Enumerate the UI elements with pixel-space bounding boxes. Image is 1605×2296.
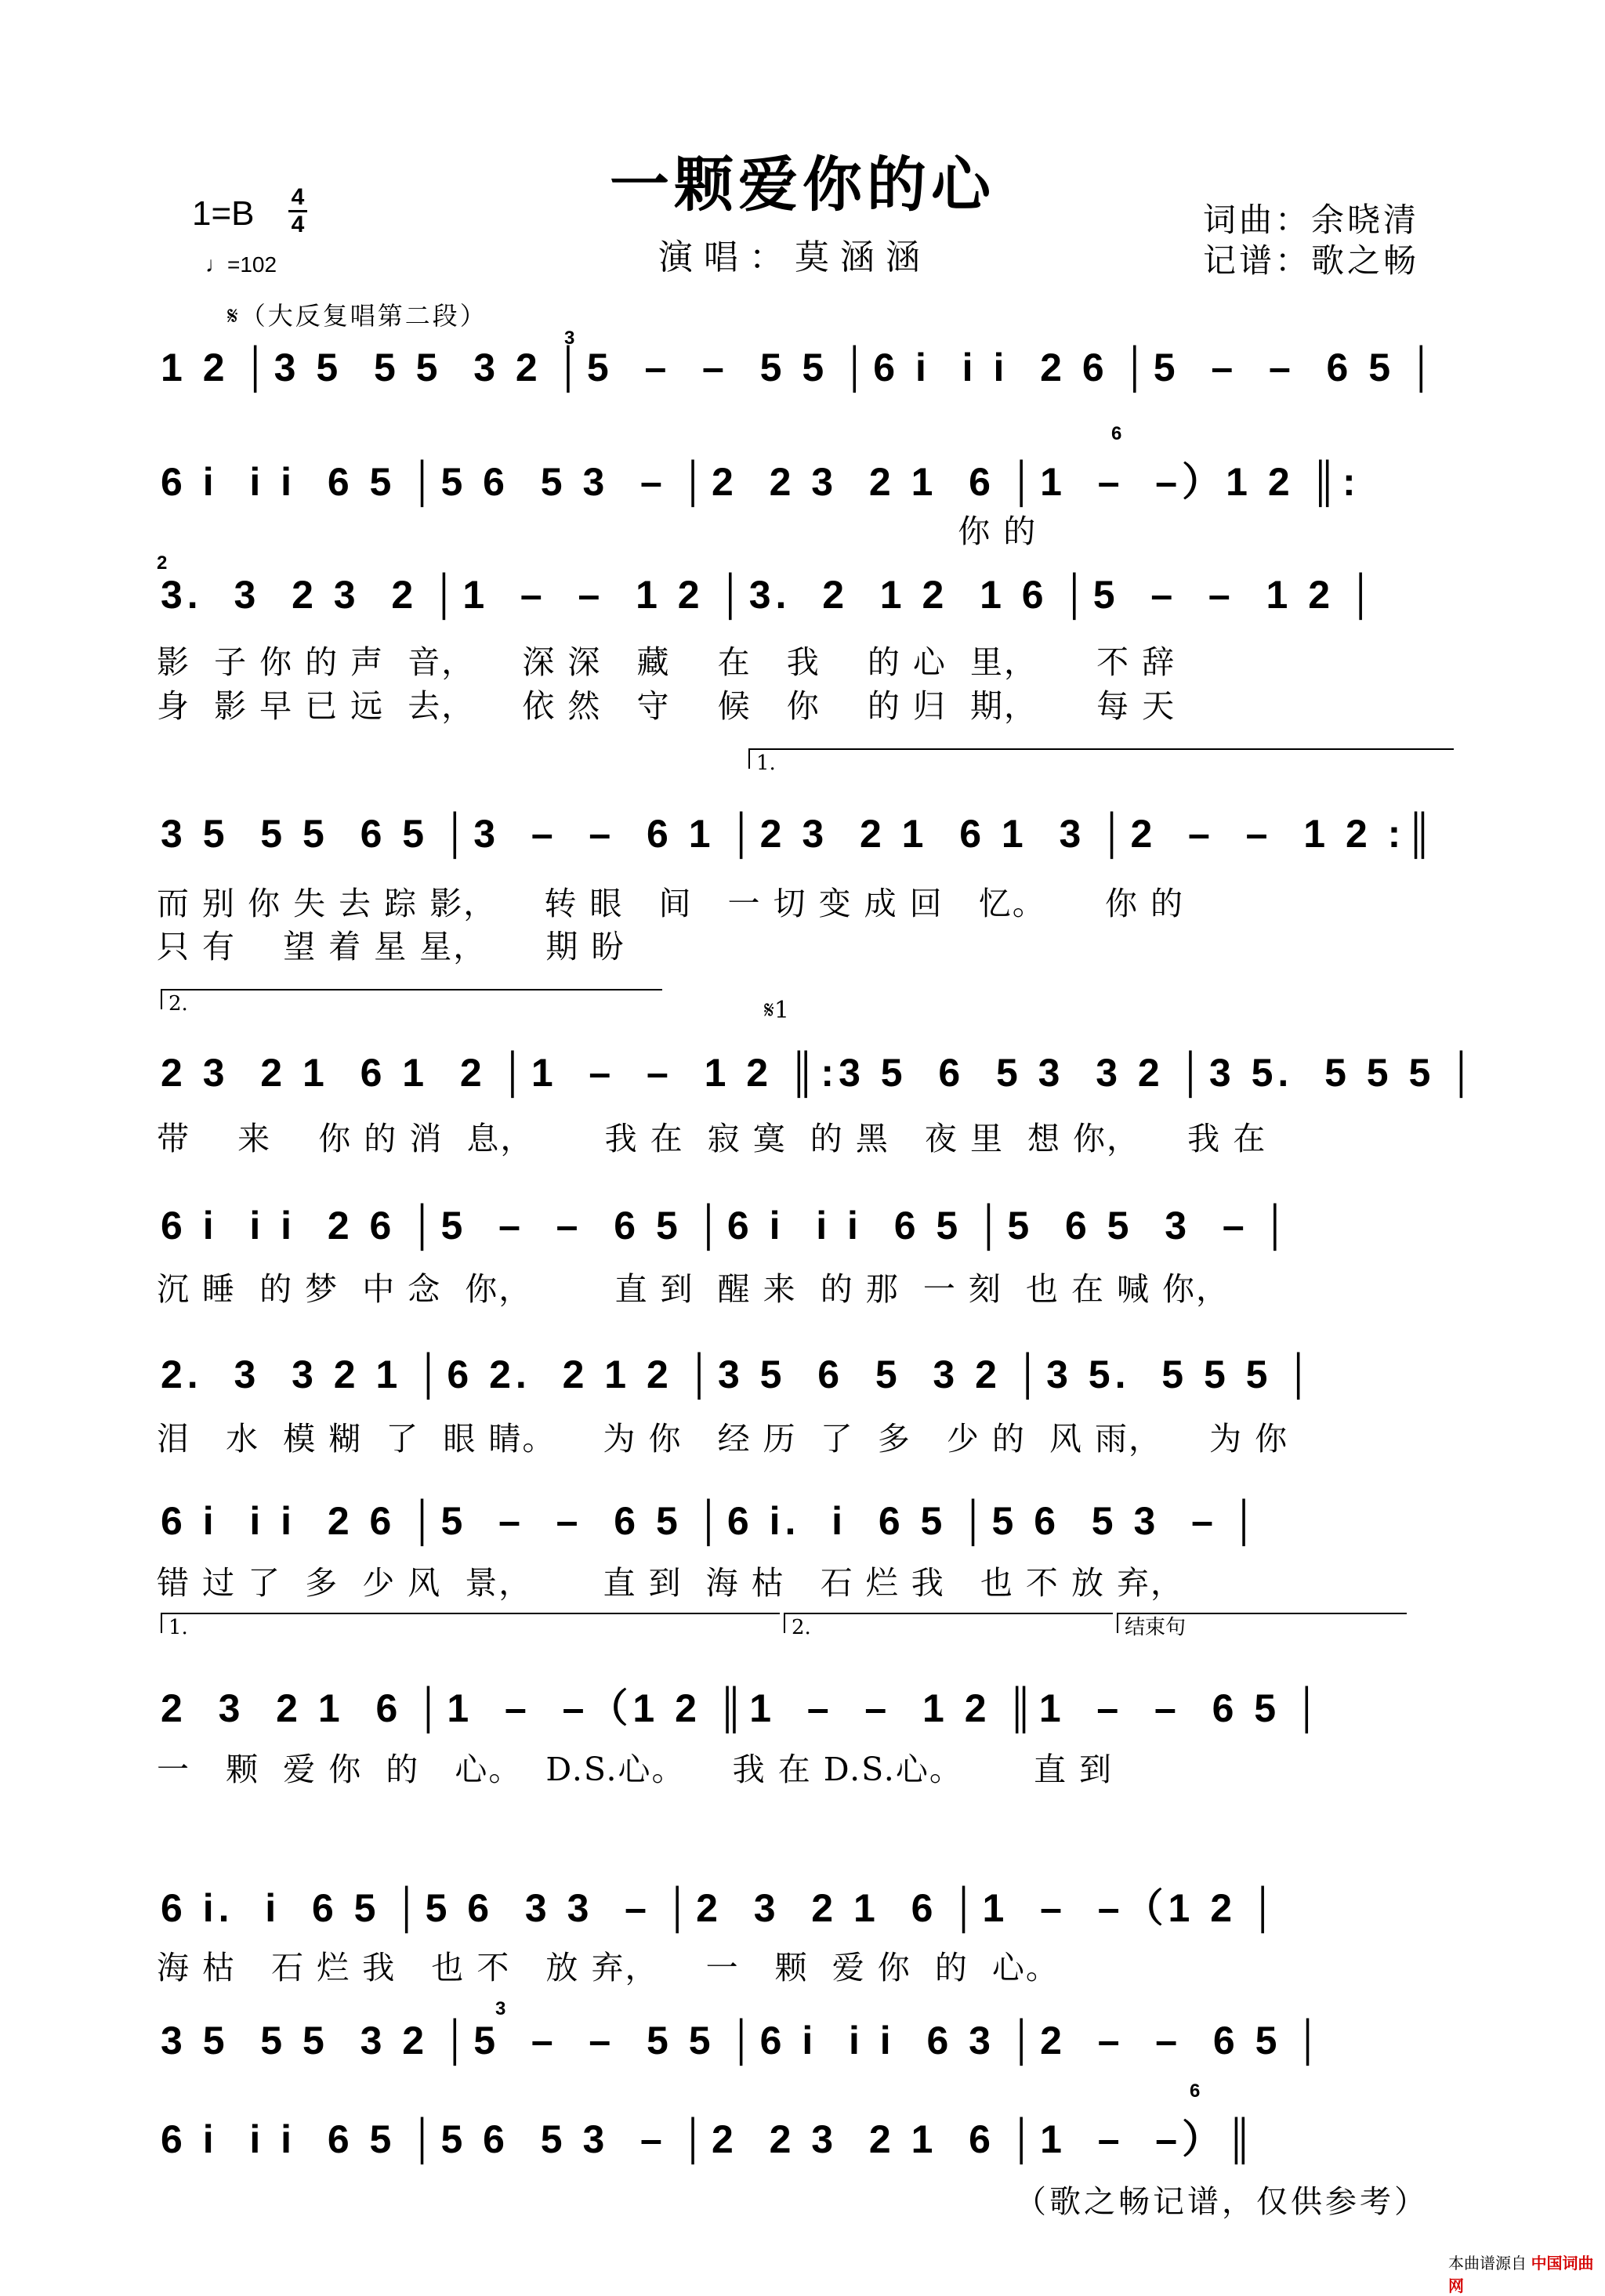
tuplet-mark: 6 — [1190, 2081, 1201, 2102]
source-site: 中国词曲网 — [1448, 2255, 1594, 2295]
notation-row-9: 2 3 2 1 6 │1 – –（1 2 ║1 – – 1 2 ║1 – – 6 5 │ — [161, 1686, 1326, 1730]
key-signature: 1=B — [192, 194, 255, 233]
notation-row-4: 3 5 5 5 6 5 │3 – – 6 1 │2 3 2 1 6 1 3 │2 – – 1 2 :║ — [161, 812, 1438, 856]
lyric-row-2: 你 的 — [157, 512, 1038, 550]
lyric-row-4b: 只 有 望 着 星 星， 期 盼 — [157, 928, 625, 965]
notation-row-3: 3. 3 2 3 2 │1 – – 1 2 │3. 2 1 2 1 6 │5 – – 1 2 │ — [161, 573, 1380, 617]
time-bottom: 4 — [291, 212, 305, 237]
time-top: 4 — [291, 184, 305, 210]
segno-mark: 𝄋1 — [764, 997, 789, 1024]
volta-bracket: 1. — [161, 1613, 780, 1633]
lyric-row-10: 海 枯 石 烂 我 也 不 放 弃， 一 颗 爱 你 的 心。 — [157, 1949, 1060, 1986]
notation-row-6: 6 i i i 2 6 │5 – – 6 5 │6 i i i 6 5 │5 6 5 3 – │ — [161, 1204, 1294, 1248]
lyric-row-6: 沉 睡 的 梦 中 念 你， 直 到 醒 来 的 那 一 刻 也 在 喊 你， — [157, 1270, 1230, 1308]
tuplet-mark: 3 — [564, 328, 575, 349]
tempo-marking: ♩=102 — [205, 252, 277, 277]
volta-bracket: 2. — [161, 989, 662, 1009]
lyric-row-3b: 身 影 早 已 远 去， 依 然 守 候 你 的 归 期， 每 天 — [157, 687, 1176, 725]
notation-row-7: 2. 3 3 2 1 │6 2. 2 1 2 │3 5 6 5 3 2 │3 5. 5 5 5 │ — [161, 1353, 1317, 1396]
song-title: 一颗爱你的心 — [610, 150, 995, 219]
notation-row-12: 6 i i i 6 5 │5 6 5 3 – │2 2 3 2 1 6 │1 – –）║ — [161, 2117, 1259, 2161]
lyric-row-8: 错 过 了 多 少 风 景， 直 到 海 枯 石 烂 我 也 不 放 弃， — [157, 1564, 1184, 1602]
notation-row-2: 6 i i i 6 5 │5 6 5 3 – │2 2 3 2 1 6 │1 – –）1 2 ║: — [161, 460, 1360, 504]
footer-note: （歌之畅记谱，仅供参考） — [1015, 2184, 1429, 2220]
tuplet-mark: 3 — [495, 1998, 506, 2019]
notation-row-1: 1 2 │3 5 5 5 3 2 │5 – – 5 5 │6 i i i 2 6 │5 – – 6 5 │ — [161, 346, 1440, 389]
lyricist-composer: 词曲：余晓清 — [1203, 201, 1420, 239]
source-credit — [1448, 2251, 1605, 2296]
source-label: 本曲谱源自 — [1448, 2255, 1527, 2272]
notation-row-8: 6 i i i 2 6 │5 – – 6 5 │6 i. i 6 5 │5 6 5 3 – │ — [161, 1499, 1263, 1543]
notation-row-5: 2 3 2 1 6 1 2 │1 – – 1 2 ║:3 5 6 5 3 3 2 │3 5. 5 5 5 │ — [161, 1051, 1480, 1095]
tuplet-mark: 6 — [1111, 423, 1122, 444]
transcriber: 记谱：歌之畅 — [1203, 241, 1420, 280]
time-signature — [288, 185, 307, 237]
lyric-row-9: 一 颗 爱 你 的 心。 D.S.心。 我 在 D.S.心。 直 到 — [157, 1751, 1114, 1788]
notation-row-11: 3 5 5 5 3 2 │5 – – 5 5 │6 i i i 6 3 │2 – – 6 5 │ — [161, 2019, 1327, 2062]
repeat-note: 𝄋（大反复唱第二段） — [227, 301, 487, 331]
notation-row-10: 6 i. i 6 5 │5 6 3 3 – │2 3 2 1 6 │1 – –（1 2 │ — [161, 1886, 1282, 1930]
volta-bracket: 1. — [748, 748, 1454, 769]
ending-bracket: 结束句 — [1117, 1613, 1407, 1633]
tuplet-mark: 2 — [157, 552, 168, 574]
lyric-row-5: 带 来 你 的 消 息， 我 在 寂 寞 的 黑 夜 里 想 你， 我 在 — [157, 1120, 1267, 1157]
lyric-row-7: 泪 水 模 糊 了 眼 睛。 为 你 经 历 了 多 少 的 风 雨， 为 你 — [157, 1420, 1289, 1458]
singer: 演唱：莫涵涵 — [658, 237, 931, 277]
lyric-row-3a: 影 子 你 的 声 音， 深 深 藏 在 我 的 心 里， 不 辞 — [157, 643, 1176, 681]
lyric-row-4a: 而 别 你 失 去 踪 影， 转 眼 间 一 切 变 成 回 忆。 你 的 — [157, 885, 1184, 922]
volta-bracket: 2. — [784, 1613, 1113, 1633]
